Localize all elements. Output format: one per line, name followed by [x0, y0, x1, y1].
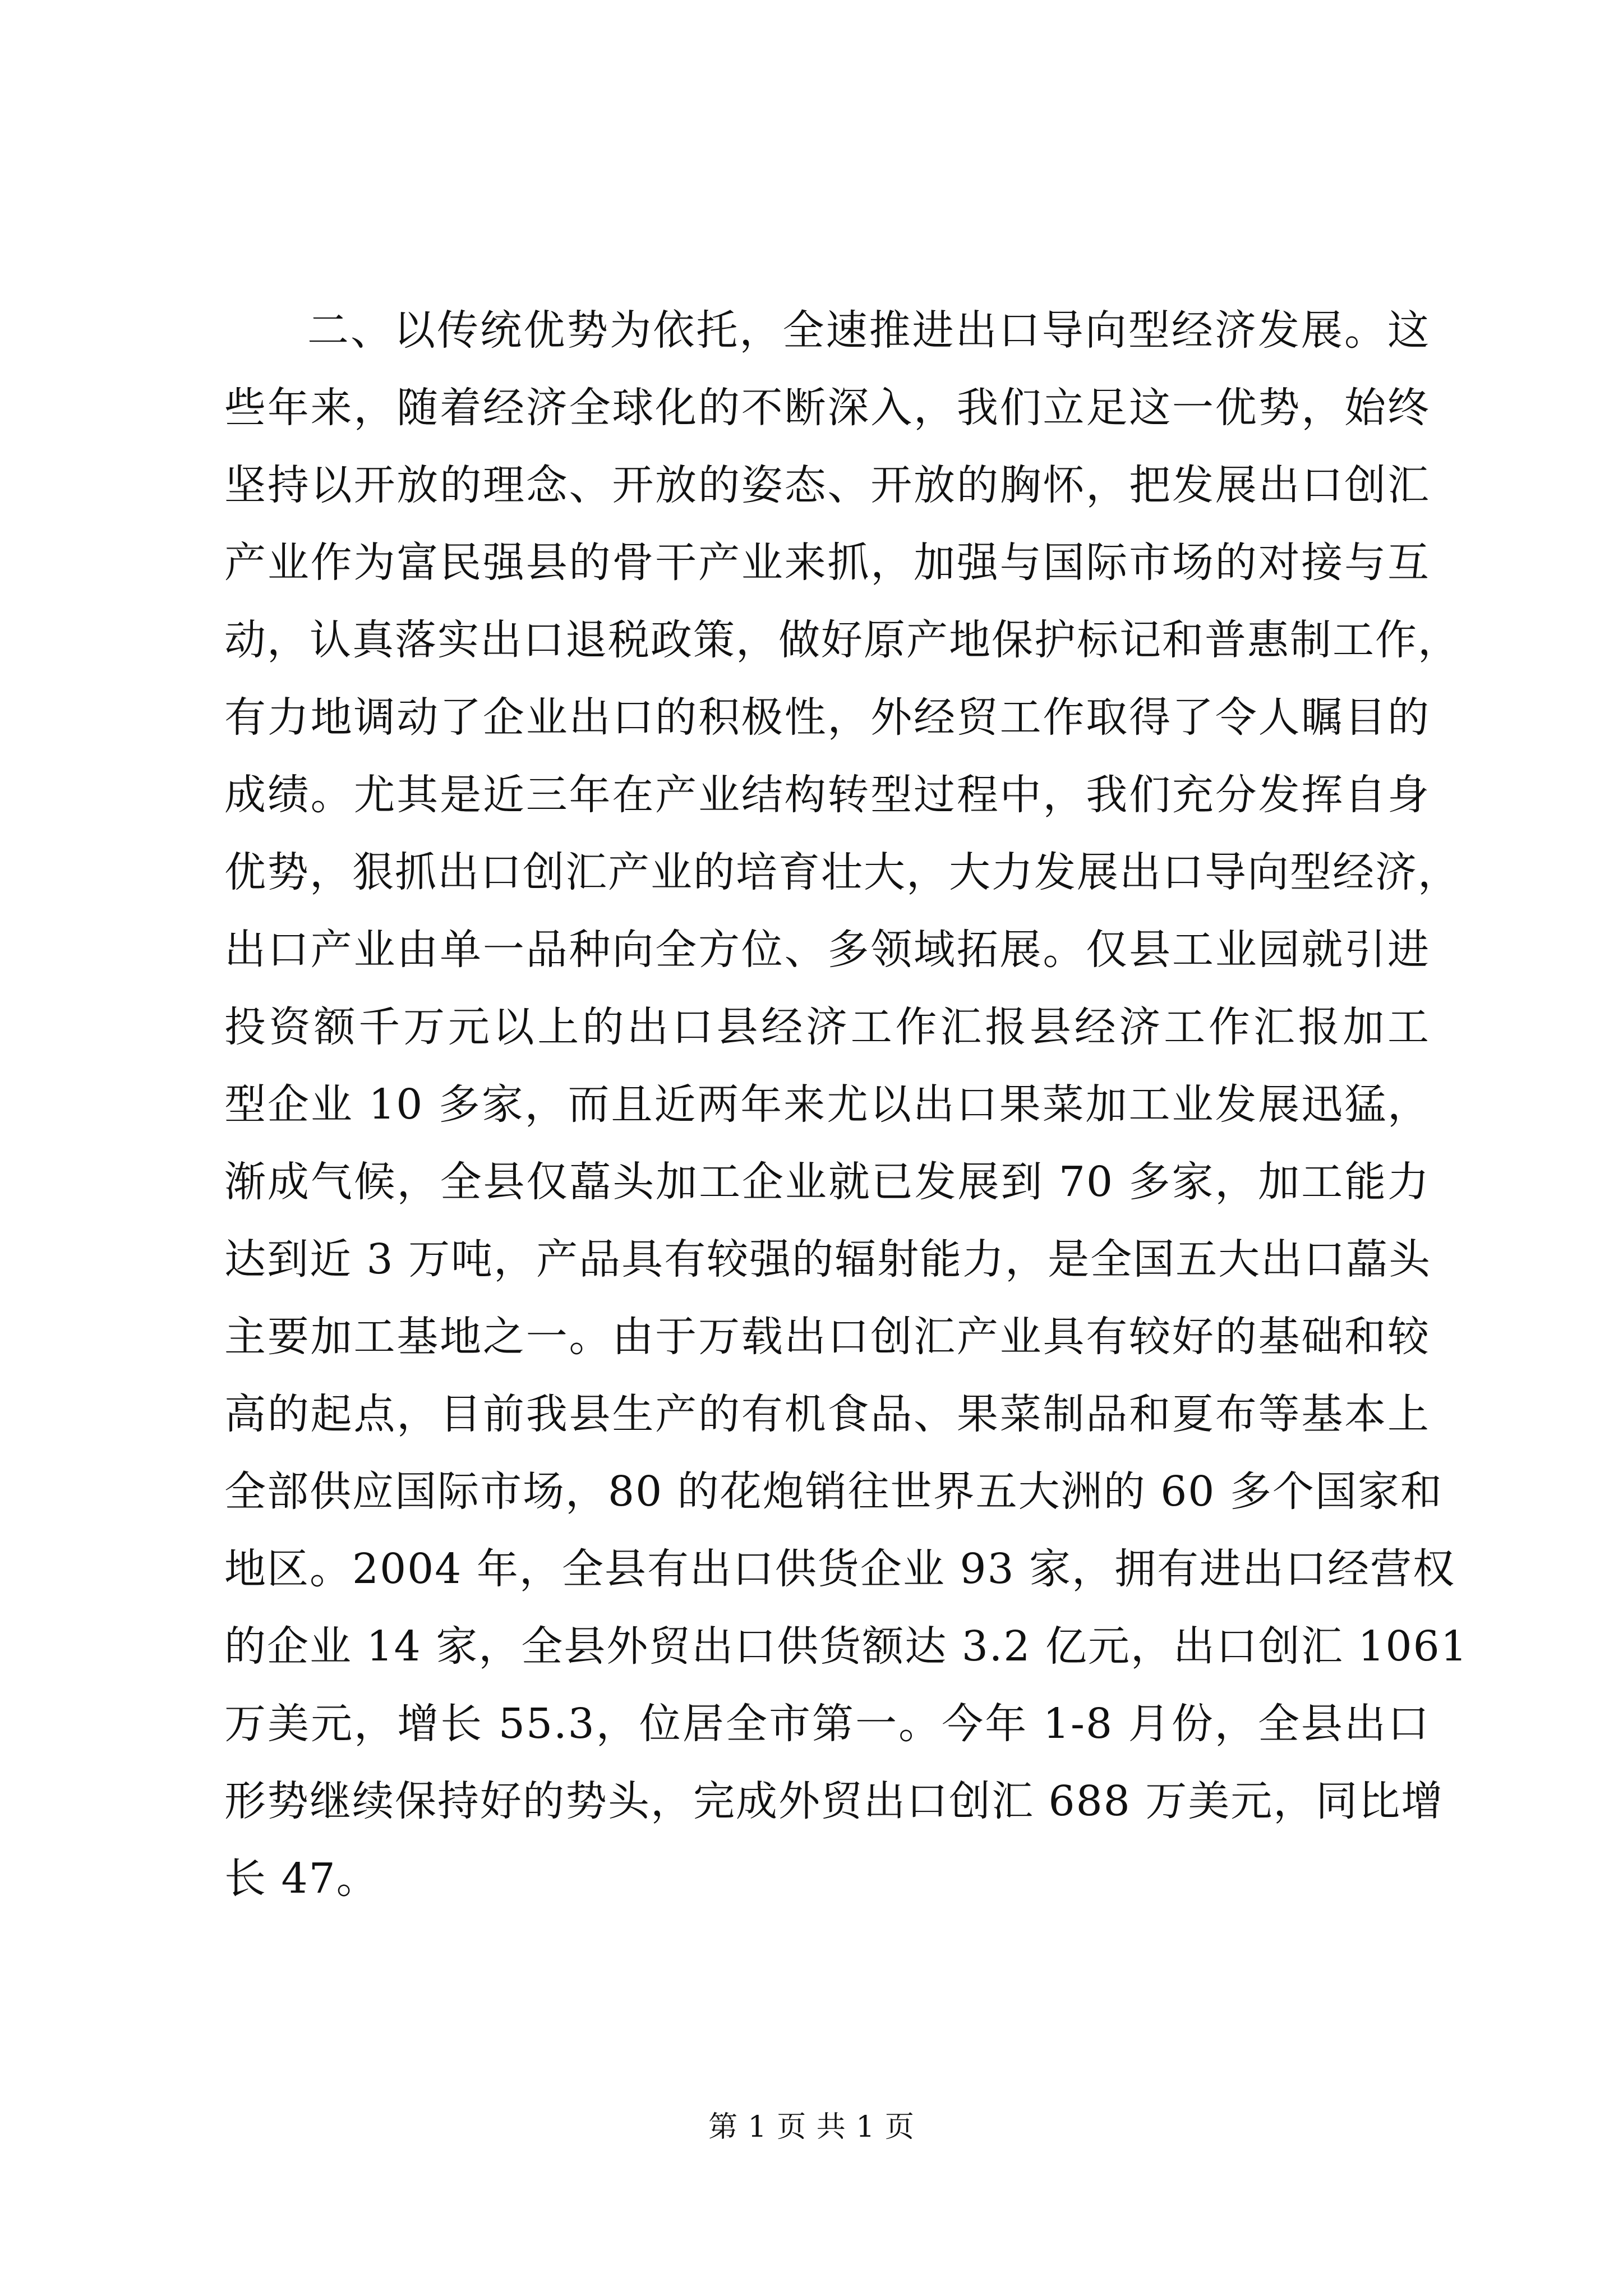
paragraph-line: 主要加工基地之一。由于万载出口创汇产业具有较好的基础和较: [224, 1313, 1430, 1361]
paragraph-line: 成绩。尤其是近三年在产业结构转型过程中，我们充分发挥自身: [224, 771, 1430, 819]
paragraph-line: 达到近 3 万吨，产品具有较强的辐射能力，是全国五大出口藠头: [224, 1235, 1432, 1283]
body-paragraph: [224, 292, 1468, 1917]
paragraph-line: 全部供应国际市场，80 的花炮销往世界五大洲的 60 多个国家和: [224, 1467, 1443, 1516]
paragraph-line: 优势，狠抓出口创汇产业的培育壮大，大力发展出口导向型经济，: [224, 848, 1460, 896]
paragraph-line: 些年来，随着经济全球化的不断深入，我们立足这一优势，始终: [224, 384, 1430, 432]
paragraph-line: 出口产业由单一品种向全方位、多领域拓展。仅县工业园就引进: [224, 926, 1430, 974]
paragraph-line: 坚持以开放的理念、开放的姿态、开放的胸怀，把发展出口创汇: [224, 461, 1430, 509]
paragraph-line: 产业作为富民强县的骨干产业来抓，加强与国际市场的对接与互: [224, 539, 1430, 587]
paragraph-line: 长 47。: [224, 1855, 379, 1903]
paragraph-line: 高的起点，目前我县生产的有机食品、果菜制品和夏布等基本上: [224, 1390, 1430, 1438]
paragraph-line: 形势继续保持好的势头，完成外贸出口创汇 688 万美元，同比增: [224, 1777, 1444, 1825]
paragraph-line: 动，认真落实出口退税政策，做好原产地保护标记和普惠制工作，: [224, 616, 1460, 664]
paragraph-line: 万美元，增长 55.3，位居全市第一。今年 1-8 月份，全县出口: [224, 1700, 1430, 1748]
page-number-footer: 第 1 页 共 1 页: [708, 2110, 915, 2144]
paragraph-line: 渐成气候，全县仅藠头加工企业就已发展到 70 多家，加工能力: [224, 1158, 1430, 1206]
paragraph-line: 的企业 14 家，全县外贸出口供货额达 3.2 亿元，出口创汇 1061: [224, 1622, 1468, 1671]
paragraph-line: 地区。2004 年，全县有出口供货企业 93 家，拥有进出口经营权: [224, 1545, 1456, 1593]
paragraph-line: 二、以传统优势为依托，全速推进出口导向型经济发展。这: [307, 306, 1430, 355]
paragraph-line: 有力地调动了企业出口的积极性，外经贸工作取得了令人瞩目的: [224, 693, 1430, 742]
paragraph-line: 型企业 10 多家，而且近两年来尤以出口果菜加工业发展迅猛，: [224, 1080, 1430, 1129]
paragraph-line: 投资额千万元以上的出口县经济工作汇报县经济工作汇报加工: [224, 1003, 1430, 1051]
